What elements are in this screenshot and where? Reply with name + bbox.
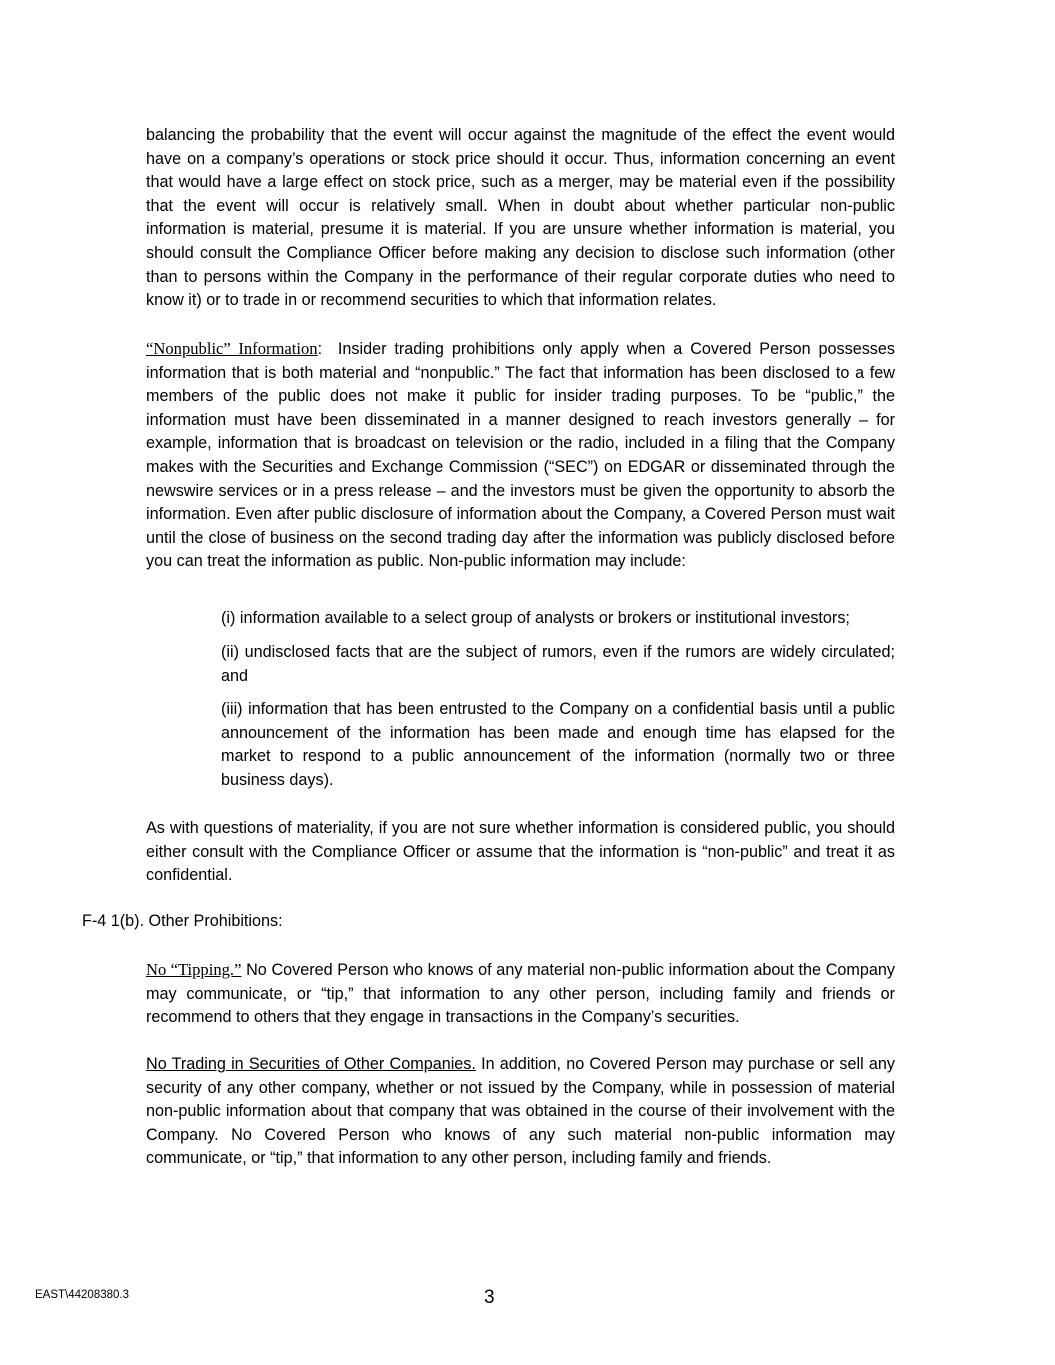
section-heading: F-4 1(b). Other Prohibitions: — [82, 912, 283, 930]
no-trading-title: No Trading in Securities of Other Companies. — [146, 1055, 476, 1073]
no-trading-paragraph — [146, 1053, 895, 1171]
list-item-ii: (ii) undisclosed facts that are the subject of rumors, even if the rumors are widely circulated; and — [221, 643, 895, 685]
list-item-iii: (iii) information that has been entrusted to the Company on a confidential basis until a public announcement of the information has been made and enough time has elapsed for the market to respond to a public announcement of the information (normally two or three business days). — [221, 700, 895, 789]
no-trading-text: In addition, no Covered Person may purchase or sell any security of any other company, whether or not issued by the Company, while in possession of material non-public information about that company that was obtained in the course of their involvement with the Company. No Covered Person who knows of any such material non-public information may communicate, or “tip,” that information to any other person, including family and friends. — [146, 1055, 896, 1168]
nonpublic-information-text: Insider trading prohibitions only apply when a Covered Person possesses information that is both material and “nonpublic.” The fact that information has been disclosed to a few members of the public does not make it public for insider trading purposes. To be “public,” the information must have been disseminated in a manner designed to reach investors generally – for example, information that is broadcast on television or the radio, included in a filing that the Company makes with the Securities and Exchange Commission (“SEC”) on EDGAR or disseminated through the newswire services or in a press release – and the investors must be given the opportunity to absorb the information. Even after public disclosure of information about the Company, a Covered Person must wait until the close of business on the second trading day after the information was publicly disclosed before you can treat the information as public. Non-public information may include: — [146, 340, 895, 571]
no-tipping-title: No “Tipping.” — [146, 960, 242, 979]
page-number: 3 — [484, 1287, 495, 1308]
no-tipping-paragraph — [146, 958, 895, 1030]
heading-colon: : — [317, 340, 323, 358]
list-item-i: (i) information available to a select group of analysts or brokers or institutional investors; — [221, 609, 850, 627]
nonpublic-information-paragraph — [146, 337, 895, 574]
materiality-paragraph: balancing the probability that the event will occur against the magnitude of the effect the event would have on a company’s operations or stock price should it occur. Thus, information concerning an event that would have a large effect on stock price, such as a merger, may be material even if the possibility that the event will occur is relatively small. When in doubt about whether particular non-public information is material, presume it is material. If you are unsure whether information is material, you should consult the Compliance Officer before making any decision to disclose such information (other than to persons within the Company in the performance of their regular corporate duties who need to know it) or to trade in or recommend securities to which that information relates. — [146, 126, 895, 310]
no-tipping-text: No Covered Person who knows of any material non-public information about the Company may communicate, or “tip,” that information to any other person, including family and friends or recommend to others that they engage in transactions in the Company’s securities. — [146, 961, 895, 1027]
document-id: EAST\44208380.3 — [35, 1289, 129, 1301]
nonpublic-information-heading: “Nonpublic” Information — [146, 339, 318, 358]
public-consideration-paragraph: As with questions of materiality, if you are not sure whether information is considered public, you should either consult with the Compliance Officer or assume that the information is “non-public” and treat it as confidential. — [146, 819, 895, 885]
